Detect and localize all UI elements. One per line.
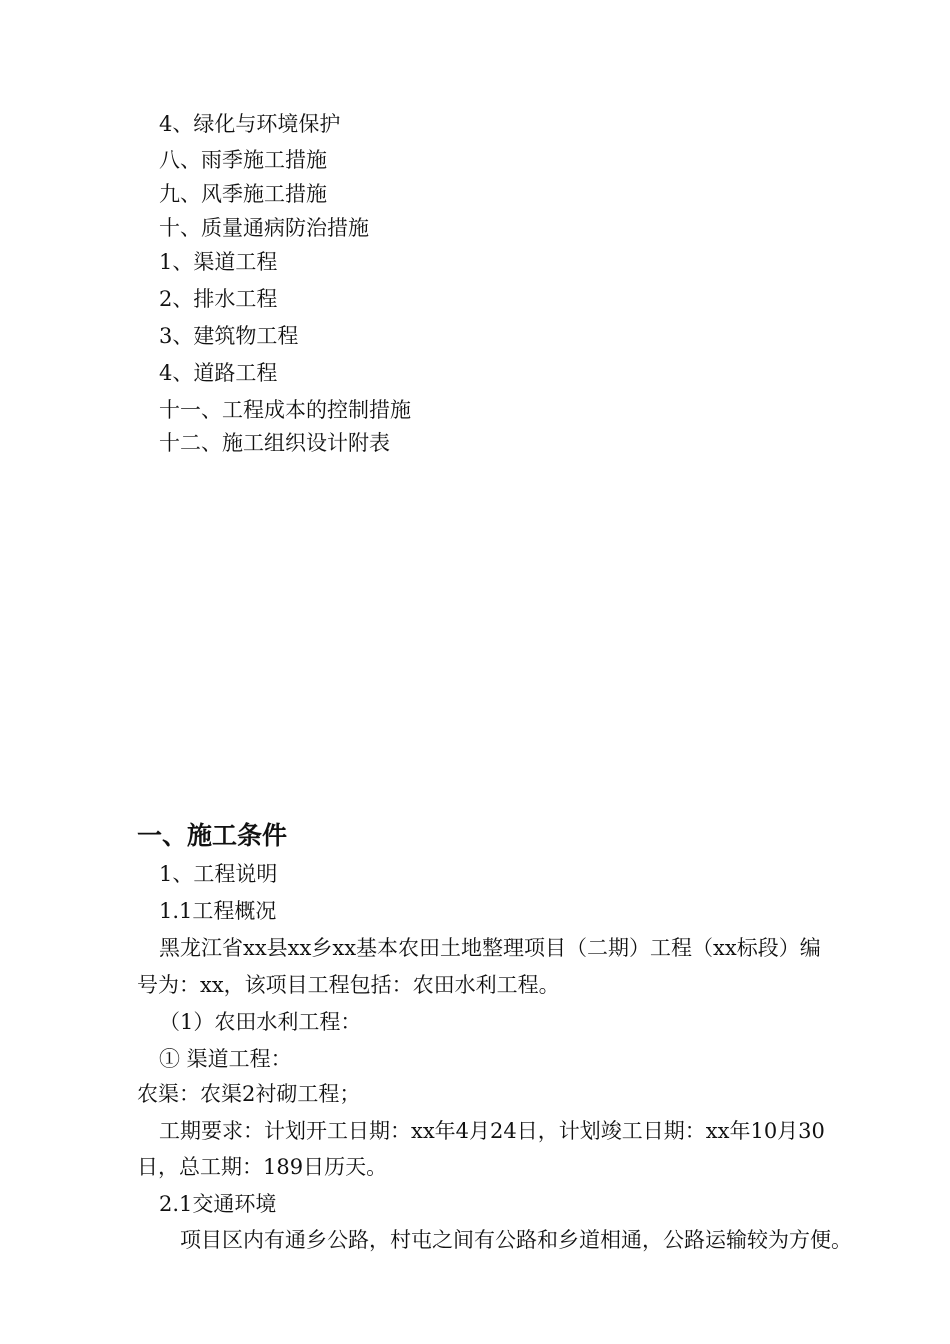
list-item-farm-channel: 农渠：农渠2衬砌工程； [137, 1082, 361, 1106]
toc-item-rainy-season: 八、雨季施工措施 [159, 148, 327, 172]
list-item-irrigation: （1）农田水利工程： [159, 1010, 362, 1034]
toc-item-appendix: 十二、施工组织设计附表 [159, 431, 390, 455]
list-item-channel-works: ① 渠道工程： [159, 1047, 292, 1071]
subheading-traffic: 2.1交通环境 [159, 1192, 277, 1216]
toc-item-drainage: 2、排水工程 [159, 287, 278, 311]
paragraph-overview-line2: 号为：xx，该项目工程包括：农田水利工程。 [137, 973, 560, 997]
paragraph-schedule-line1: 工期要求：计划开工日期：xx年4月24日，计划竣工日期：xx年10月30 [159, 1119, 825, 1143]
paragraph-schedule-line2: 日，总工期：189日历天。 [137, 1155, 388, 1179]
toc-item-cost-control: 十一、工程成本的控制措施 [159, 398, 411, 422]
toc-item-windy-season: 九、风季施工措施 [159, 182, 327, 206]
section-heading: 一、施工条件 [137, 821, 288, 850]
toc-item-road: 4、道路工程 [159, 361, 278, 385]
subheading-project-overview: 1.1工程概况 [159, 899, 277, 923]
subheading-project-description: 1、工程说明 [159, 862, 278, 886]
paragraph-overview-line1: 黑龙江省xx县xx乡xx基本农田土地整理项目（二期）工程（xx标段）编 [159, 936, 821, 960]
toc-item-building: 3、建筑物工程 [159, 324, 299, 348]
toc-item-quality-defects: 十、质量通病防治措施 [159, 216, 369, 240]
toc-item-channel: 1、渠道工程 [159, 250, 278, 274]
paragraph-traffic: 项目区内有通乡公路，村屯之间有公路和乡道相通，公路运输较为方便。 [180, 1228, 852, 1252]
toc-item-greening: 4、绿化与环境保护 [159, 112, 341, 136]
